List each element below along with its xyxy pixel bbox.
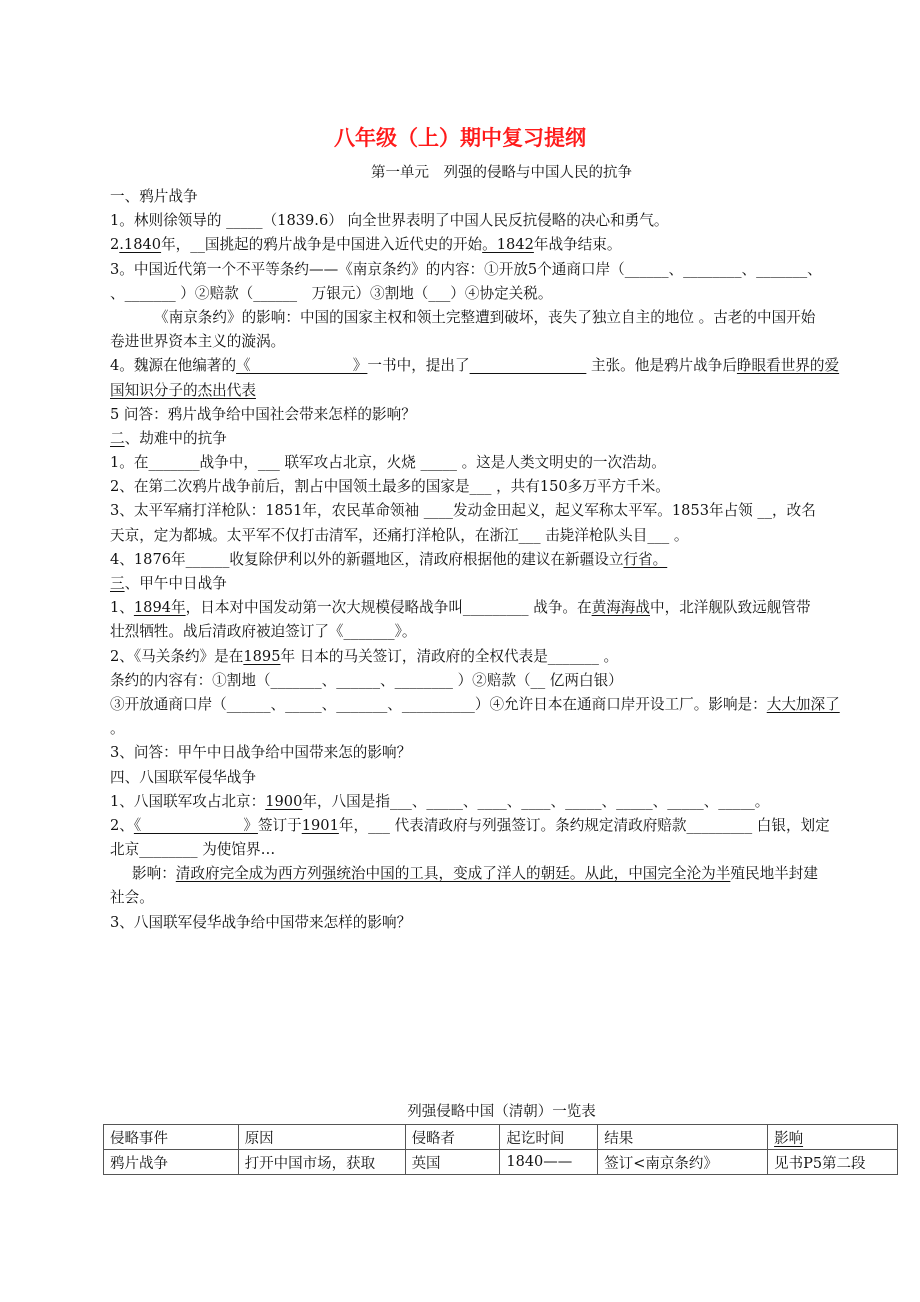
text-line xyxy=(110,645,900,669)
text-line xyxy=(110,886,900,910)
text-line xyxy=(110,427,900,451)
underlined-text: 1895 xyxy=(243,647,281,665)
underlined-text: 三 xyxy=(110,575,125,592)
text-line xyxy=(110,354,900,378)
header-cell: 结果 xyxy=(598,1125,768,1150)
text-line xyxy=(110,717,900,741)
line-text: 天京，定为都城。太平军不仅打击清军，还痛打洋枪队，在浙江___ 击毙洋枪队头目___ 。 xyxy=(110,526,689,544)
underlined-text: 1894年 xyxy=(133,599,186,617)
text-line xyxy=(110,766,900,790)
line-text: 1、八国联军攻占北京： xyxy=(110,792,266,810)
line-text: 年 日本的马关签订，清政府的全权代表是_______ 。 xyxy=(280,647,619,665)
text-line xyxy=(110,306,900,330)
text-line xyxy=(110,403,900,427)
text-line xyxy=(110,524,900,548)
underlined-text: 《 》 xyxy=(236,357,368,375)
line-text: 殖民地半封建 xyxy=(730,865,818,883)
line-text: 年战争结束。 xyxy=(533,236,622,254)
underlined-text: 睁眼看世界的爱 xyxy=(736,357,840,375)
line-text: 4、1876年______收复除伊利以外的新疆地区，清政府根据他的建议在新疆设立 xyxy=(110,550,624,568)
line-text: 一、鸦片战争 xyxy=(110,188,198,205)
underlined-text: 大大加深了 xyxy=(766,695,840,713)
text-line xyxy=(110,596,900,620)
line-text: 、劫难中的抗争 xyxy=(124,429,227,447)
line-text: 、甲午中日战争 xyxy=(124,575,227,592)
underlined-text: 《 》 xyxy=(133,816,258,834)
line-text: 年，八国是指___、_____、____、____、_____、_____、_____、_____。 xyxy=(302,792,770,810)
text-line xyxy=(110,475,900,499)
line-text: 签订于 xyxy=(257,816,302,834)
text-line xyxy=(110,233,900,257)
line-text: 2 xyxy=(110,236,120,254)
underlined-text: 清政府完全成为西方列强统治中国的工具，变成了洋人的朝廷。从此，中国完全沦为半 xyxy=(175,865,731,883)
text-line xyxy=(110,790,900,814)
line-text: 2、 xyxy=(110,816,134,834)
line-text: 北京________ 为使馆界… xyxy=(110,841,276,859)
line-text: 。 xyxy=(110,720,125,738)
page-title: 八年级（上）期中复习提纲 xyxy=(334,126,586,150)
text-line xyxy=(110,499,900,523)
table-cell: 英国 xyxy=(405,1150,500,1175)
table-cell: 鸦片战争 xyxy=(104,1150,239,1175)
header-cell: 原因 xyxy=(238,1125,405,1150)
line-text: 2、在第二次鸦片战争前后，割占中国领土最多的国家是___ ，共有150多万平方千米。 xyxy=(110,478,670,496)
underlined-text: 1900 xyxy=(265,792,303,810)
line-text: 5 问答：鸦片战争给中国社会带来怎样的影响？ xyxy=(110,405,416,423)
table-cell: 签订<南京条约》 xyxy=(598,1150,768,1175)
table-row xyxy=(104,1150,898,1175)
underlined-text: 。1842 xyxy=(482,236,534,254)
line-text: 主张。他是鸦片战争后 xyxy=(586,357,737,375)
table-cell: 1840—— xyxy=(500,1150,598,1175)
line-text: ，日本对中国发动第一次大规模侵略战争叫_________ 战争。在 xyxy=(185,599,592,617)
text-line xyxy=(110,185,900,209)
underlined-text: 国知识分子的杰出代表 xyxy=(110,381,256,399)
underlined-text xyxy=(470,357,587,374)
underlined-text: 二 xyxy=(110,429,125,447)
table-cell: 见书P5第二段 xyxy=(768,1150,898,1175)
line-text: 3。中国近代第一个不平等条约——《南京条约》的内容：①开放5个通商口岸（______、________、_______、 xyxy=(110,260,822,278)
outline-body xyxy=(110,185,900,935)
header-cell: 侵略者 xyxy=(405,1125,500,1150)
text-line xyxy=(110,838,900,862)
line-text: 《南京条约》的影响：中国的国家主权和领土完整遭到破坏，丧失了独立自主的地位 。古老的中国开始 xyxy=(154,308,816,326)
unit-subtitle: 第一单元 列强的侵略与中国人民的抗争 xyxy=(371,165,632,181)
line-text: 3、问答：甲午中日战争给中国带来怎的影响？ xyxy=(110,744,412,762)
text-line xyxy=(110,282,900,306)
line-text: 年，___ 代表清政府与列强签订。条约规定清政府赔款_________ 白银，划定 xyxy=(338,816,830,834)
header-cell: 侵略事件 xyxy=(104,1125,239,1150)
text-line xyxy=(110,862,900,886)
table-header-row xyxy=(104,1125,898,1150)
text-line xyxy=(110,814,900,838)
text-line xyxy=(110,451,900,475)
text-line xyxy=(110,258,900,282)
line-text: 1。在_______战争中，___ 联军攻占北京，火烧 _____ 。这是人类文明史的一次浩劫。 xyxy=(110,454,666,472)
line-text: 3、太平军痛打洋枪队：1851年，农民革命领袖 ____发动金田起义，起义军称太平军。1853年占领 __，改名 xyxy=(110,502,816,520)
invasion-table xyxy=(103,1124,898,1175)
line-text: 4。魏源在他编著的 xyxy=(110,357,237,375)
underlined-text: 1901 xyxy=(301,816,339,834)
line-text: 中，北洋舰队致远舰管带 xyxy=(650,599,811,617)
text-line xyxy=(110,548,900,572)
line-text: 壮烈牺牲。战后清政府被迫签订了《_______》。 xyxy=(110,623,417,641)
text-line xyxy=(110,911,900,935)
line-text: 社会。 xyxy=(110,889,154,907)
line-text: 年，__国挑起的鸦片战争是中国进入近代史的开始 xyxy=(161,236,483,254)
line-text: 影响： xyxy=(132,865,176,883)
line-text: ③开放通商口岸（______、_____、_______、__________）④允许日本在通商口岸开设工厂。影响是： xyxy=(110,695,767,713)
line-text: 一书中，提出了 xyxy=(367,357,470,375)
line-text: 四、八国联军侵华战争 xyxy=(110,768,256,786)
line-text: 2、《马关条约》是在 xyxy=(110,647,244,665)
line-text: 1、 xyxy=(110,599,134,617)
text-line xyxy=(110,379,900,403)
text-line xyxy=(110,330,900,354)
line-text: 1。林则徐领导的 _____（1839.6） 向全世界表明了中国人民反抗侵略的决心和勇气。 xyxy=(110,212,669,230)
line-text: 条约的内容有：①割地（_______、______、________ ）②赔款（__ 亿两白银） xyxy=(110,671,623,689)
line-text: 卷进世界资本主义的漩涡。 xyxy=(110,333,286,351)
text-line xyxy=(110,620,900,644)
text-line xyxy=(110,209,900,233)
line-text: 3、八国联军侵华战争给中国带来怎样的影响？ xyxy=(110,913,412,931)
header-cell: 起讫时间 xyxy=(500,1125,598,1150)
text-line xyxy=(110,669,900,693)
table-cell: 打开中国市场，获取 xyxy=(238,1150,405,1175)
underlined-text: .1840 xyxy=(119,236,162,254)
text-line xyxy=(110,693,900,717)
text-line xyxy=(110,741,900,765)
underlined-text: 黄海海战 xyxy=(591,599,650,617)
underlined-text: 行省。 xyxy=(623,550,668,568)
line-text: 、_______ ）②赔款（______ 万银元）③割地（___）④协定关税。 xyxy=(110,284,553,302)
text-line xyxy=(110,572,900,596)
header-cell: 影响 xyxy=(768,1125,898,1150)
table-caption: 列强侵略中国（清朝）一览表 xyxy=(407,1104,596,1120)
